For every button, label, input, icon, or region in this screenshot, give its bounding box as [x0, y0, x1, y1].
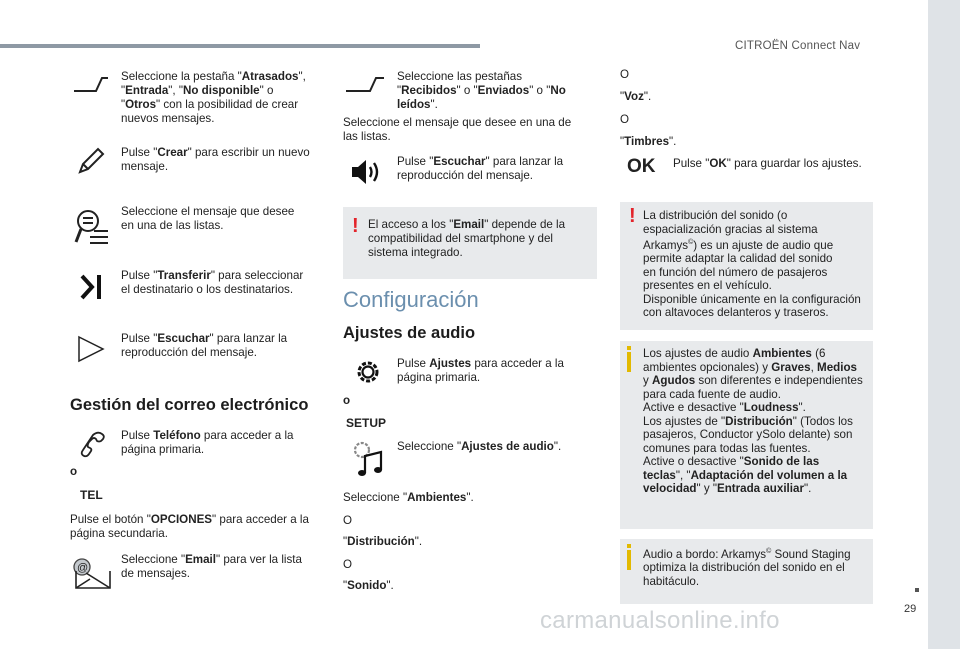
forward-icon	[78, 272, 106, 302]
warning-icon: !	[629, 205, 636, 227]
col1-item7-text: Seleccione "Email" para ver la lista de mensajes.	[121, 553, 302, 580]
col1-paragraph: Pulse el botón "OPCIONES" para acceder a la página secundaria.	[70, 513, 309, 540]
or-label: O	[620, 68, 630, 81]
ok-button: OK	[627, 156, 656, 177]
settings-gear-icon	[353, 357, 383, 387]
page-number: 29	[904, 603, 917, 615]
or-label: o	[70, 465, 78, 478]
section-heading-audio: Ajustes de audio	[343, 324, 476, 342]
phone-icon	[78, 430, 106, 458]
or-label: O	[343, 514, 353, 527]
email-icon	[72, 557, 112, 591]
svg-text:@: @	[77, 562, 89, 574]
col1-item2-text: Pulse "Crear" para escribir un nuevo mensaje.	[121, 146, 310, 173]
tab-icon	[344, 74, 386, 94]
col2-paragraph4: "Sonido".	[343, 579, 394, 592]
col2-paragraph1: Seleccione el mensaje que desee en una de las listas.	[343, 116, 572, 143]
or-label: O	[620, 113, 630, 126]
section-heading-email: Gestión del correo electrónico	[70, 396, 309, 414]
info-icon	[627, 352, 631, 372]
header-title: CITROËN Connect Nav	[735, 40, 861, 52]
col1-item6-text: Pulse Teléfono para acceder a la página primaria.	[121, 429, 294, 456]
warning-icon: !	[352, 215, 359, 237]
tab-icon	[72, 74, 110, 94]
or-label: O	[343, 558, 353, 571]
audio-settings-icon	[351, 440, 387, 480]
tel-button: TEL	[80, 488, 103, 502]
col2-item1-text: Seleccione las pestañas "Recibidos" o "Enviados" o "No leídos".	[397, 70, 566, 111]
section-title-configuracion: Configuración	[343, 287, 479, 312]
col3-item1-text: Pulse "OK" para guardar los ajustes.	[673, 157, 862, 170]
col1-item4-text: Pulse "Transferir" para seleccionar el destinatario o los destinatarios.	[121, 269, 304, 296]
page-margin-band	[928, 0, 960, 649]
message-list-icon	[74, 206, 110, 246]
col3-paragraph2: "Timbres".	[620, 135, 677, 148]
col3-info2-text: Audio a bordo: Arkamys© Sound Staging optimiza la distribución del sonido en el habitáculo.	[643, 547, 851, 588]
col1-item3-text: Seleccione el mensaje que desee en una de las listas.	[121, 205, 295, 232]
col2-item3-text: Pulse Ajustes para acceder a la página primaria.	[397, 357, 564, 384]
info-icon	[627, 550, 631, 570]
watermark: carmanualsonline.info	[540, 607, 780, 634]
col1-item1-text: Seleccione la pestaña "Atrasados", "Entrada", "No disponible" o "Otros" con la posibilidad de crear nuevos mensajes.	[121, 70, 306, 125]
col3-info1-text: Los ajustes de audio Ambientes (6 ambientes opcionales) y Graves, Medios y Agudos son diferentes e independientes para cada fuente de audio. Active e desactive "Loudness". Los ajustes de "Distribución" (Todos los pasajeros, Conductor ySolo delante) son comunes para todas las fuentes. Active o desactive "Sonido de las teclas", "Adaptación del volumen a la velocidad" y "Entrada auxiliar".	[643, 347, 863, 495]
col1-item5-text: Pulse "Escuchar" para lanzar la reproducción del mensaje.	[121, 332, 288, 359]
col2-item4-text: Seleccione "Ajustes de audio".	[397, 440, 562, 453]
col2-paragraph2: Seleccione "Ambientes".	[343, 491, 474, 504]
col2-paragraph3: "Distribución".	[343, 535, 423, 548]
page-marker	[915, 588, 919, 592]
pencil-icon	[76, 146, 106, 176]
speaker-icon	[350, 158, 384, 186]
col3-paragraph1: "Voz".	[620, 90, 652, 103]
or-label: o	[343, 394, 351, 407]
header-rule	[0, 44, 480, 48]
play-icon	[76, 334, 106, 364]
setup-button: SETUP	[346, 416, 387, 430]
col2-item2-text: Pulse "Escuchar" para lanzar la reproducción del mensaje.	[397, 155, 564, 182]
col2-warning-text: El acceso a los "Email" depende de la compatibilidad del smartphone y del sistema integrado.	[368, 218, 566, 259]
col3-warning-text: La distribución del sonido (o espacialización gracias al sistema Arkamys©) es un ajuste de audio que permite adaptar la calidad del sonido en función del número de pasajeros presentes en el vehículo. Disponible únicamente en la configuración con altavoces delanteros y traseros.	[643, 209, 861, 320]
